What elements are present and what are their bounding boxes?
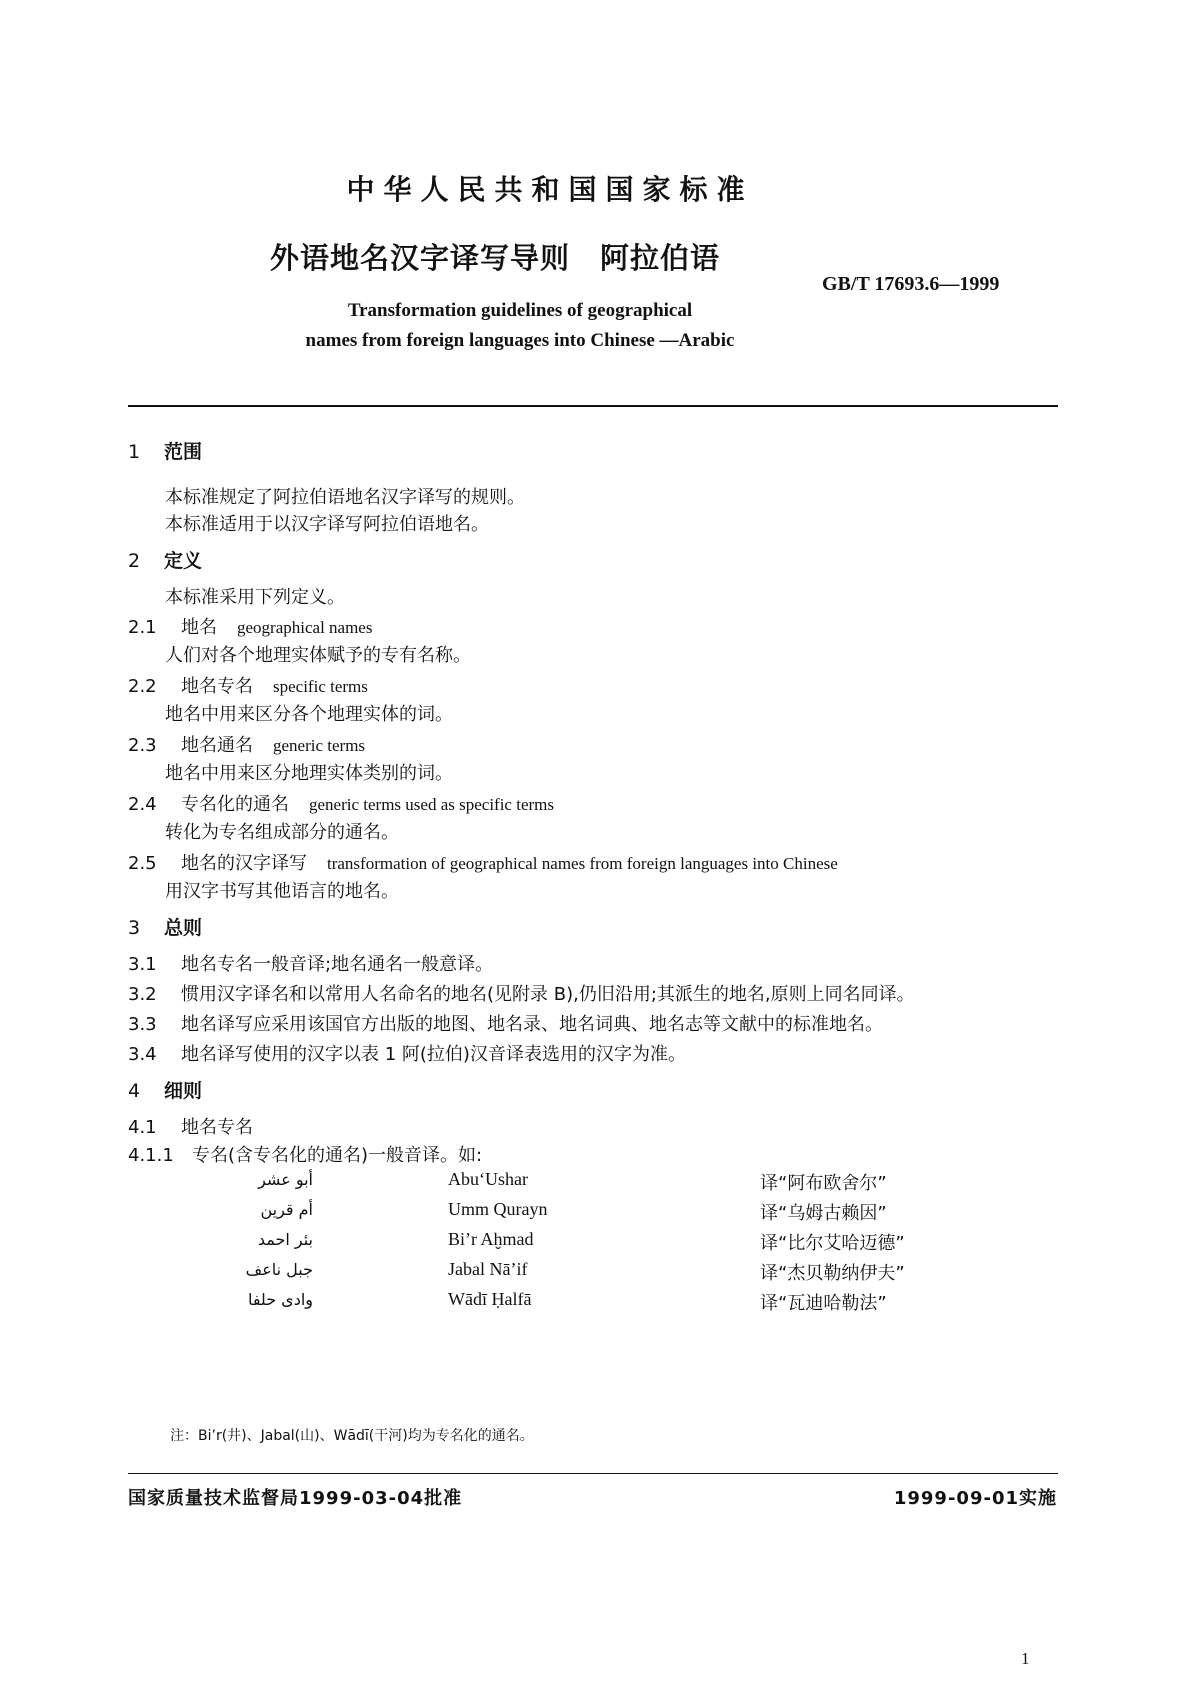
- scope-paragraph-2: 本标准适用于以汉字译写阿拉伯语地名。: [165, 514, 489, 535]
- subsection-title: 地名专名: [181, 1117, 253, 1138]
- clause-text: 专名(含专名化的通名)一般音译。如:: [192, 1145, 483, 1166]
- scope-paragraph-1: 本标准规定了阿拉伯语地名汉字译写的规则。: [165, 487, 525, 508]
- general-rule: [128, 1040, 686, 1066]
- issuing-organization: 中华人民共和国国家标准: [346, 173, 754, 206]
- clause-number: 3.4: [128, 1044, 157, 1065]
- definition-text: 用汉字书写其他语言的地名。: [165, 881, 399, 902]
- rule-text: 地名译写使用的汉字以表 1 阿(拉伯)汉音译表选用的汉字为准。: [181, 1044, 686, 1065]
- section-2-heading: [128, 546, 202, 573]
- clause-number: 2.1: [128, 617, 157, 638]
- clause-number: 2.5: [128, 853, 157, 874]
- document-title-zh: 外语地名汉字译写导则 阿拉伯语: [270, 241, 721, 275]
- clause-number: 3.1: [128, 954, 157, 975]
- example-arabic: جبل ناعف: [245, 1260, 313, 1279]
- section-3-heading: [128, 913, 202, 940]
- clause-number: 2.3: [128, 735, 157, 756]
- definition-text: 人们对各个地理实体赋予的专有名称。: [165, 645, 471, 666]
- example-transliteration: Abu‘Ushar: [448, 1169, 528, 1189]
- section-1-heading: [128, 437, 202, 464]
- definition-text: 地名中用来区分各个地理实体的词。: [165, 704, 453, 725]
- example-chinese: 译“比尔艾哈迈德”: [760, 1233, 905, 1254]
- section-title: 总则: [164, 917, 203, 939]
- example-arabic: بئر احمد: [257, 1230, 313, 1249]
- document-title-en-line1: Transformation guidelines of geographical: [347, 300, 693, 321]
- example-chinese: 译“阿布欧舍尔”: [760, 1173, 887, 1194]
- clause-number: 3.3: [128, 1014, 157, 1035]
- general-rule: [128, 980, 915, 1006]
- example-chinese: 译“杰贝勒纳伊夫”: [760, 1263, 905, 1284]
- definition-term: [128, 731, 365, 757]
- term-en: transformation of geographical names from foreign languages into Chinese: [327, 854, 838, 873]
- effective-date: 1999-09-01实施: [893, 1488, 1057, 1509]
- definition-term: [128, 790, 554, 816]
- section-title: 定义: [164, 550, 203, 572]
- definition-term: [128, 613, 372, 639]
- clause-number: 4.1.1: [128, 1145, 174, 1166]
- subsection-4-1-1: [128, 1141, 482, 1167]
- footnote: 注：Bi’r(井)、Jabal(山)、Wādī(干河)均为专名化的通名。: [170, 1428, 534, 1444]
- page-number: 1: [1021, 1649, 1030, 1668]
- clause-number: 4.1: [128, 1117, 157, 1138]
- term-en: specific terms: [273, 677, 368, 696]
- example-transliteration: Bi’r Aḫmad: [448, 1229, 534, 1249]
- example-transliteration: Wādī Ḥalfā: [448, 1289, 532, 1309]
- section-number: 1: [128, 441, 141, 463]
- term-zh: 地名的汉字译写: [181, 853, 307, 874]
- clause-number: 3.2: [128, 984, 157, 1005]
- section-number: 3: [128, 917, 141, 939]
- term-zh: 地名: [181, 617, 217, 638]
- general-rule: [128, 950, 493, 976]
- example-chinese: 译“瓦迪哈勒法”: [760, 1293, 887, 1314]
- term-zh: 专名化的通名: [181, 794, 289, 815]
- definition-text: 转化为专名组成部分的通名。: [165, 822, 399, 843]
- example-arabic: أم قرين: [260, 1200, 313, 1219]
- example-arabic: وادى حلفا: [247, 1290, 313, 1309]
- rule-text: 惯用汉字译名和以常用人名命名的地名(见附录 B),仍旧沿用;其派生的地名,原则上同名同译。: [181, 984, 915, 1005]
- subsection-4-1: [128, 1113, 253, 1139]
- example-arabic: أبو عشر: [258, 1170, 313, 1189]
- section-number: 4: [128, 1080, 141, 1102]
- term-zh: 地名专名: [181, 676, 253, 697]
- example-transliteration: Umm Qurayn: [448, 1199, 548, 1219]
- definition-term: [128, 672, 368, 698]
- term-en: generic terms used as specific terms: [309, 795, 554, 814]
- clause-number: 2.4: [128, 794, 157, 815]
- definition-term: [128, 849, 838, 875]
- example-transliteration: Jabal Nā’if: [448, 1259, 528, 1279]
- rule-text: 地名专名一般音译;地名通名一般意译。: [181, 954, 494, 975]
- clause-number: 2.2: [128, 676, 157, 697]
- term-en: generic terms: [273, 736, 366, 755]
- definition-text: 地名中用来区分地理实体类别的词。: [165, 763, 453, 784]
- approval-date: 国家质量技术监督局1999-03-04批准: [128, 1488, 463, 1509]
- section-title: 范围: [164, 441, 203, 463]
- footer-divider: [128, 1473, 1058, 1474]
- section-title: 细则: [164, 1080, 203, 1102]
- term-zh: 地名通名: [181, 735, 253, 756]
- standard-code: GB/T 17693.6—1999: [822, 273, 1000, 295]
- section-number: 2: [128, 550, 141, 572]
- section-4-heading: [128, 1076, 202, 1103]
- general-rule: [128, 1010, 883, 1036]
- rule-text: 地名译写应采用该国官方出版的地图、地名录、地名词典、地名志等文献中的标准地名。: [181, 1014, 883, 1035]
- header-divider: [128, 405, 1058, 407]
- document-title-en-line2: names from foreign languages into Chinese —Arabic: [305, 330, 735, 351]
- definitions-intro: 本标准采用下列定义。: [165, 587, 345, 608]
- term-en: geographical names: [237, 618, 373, 637]
- example-chinese: 译“乌姆古赖因”: [760, 1203, 887, 1224]
